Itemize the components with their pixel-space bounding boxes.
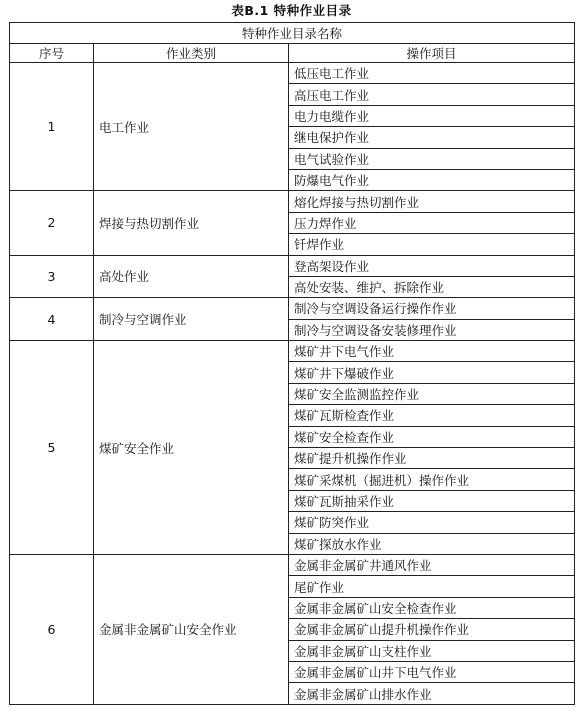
table-row (10, 255, 575, 276)
cell-operation: 钎焊作业 (289, 234, 575, 255)
cell-category: 制冷与空调作业 (94, 298, 289, 341)
cell-seq: 5 (10, 341, 94, 555)
cell-operation: 低压电工作业 (289, 63, 575, 84)
cell-seq: 4 (10, 298, 94, 341)
cell-operation: 电气试验作业 (289, 148, 575, 169)
cell-operation: 煤矿瓦斯抽采作业 (289, 490, 575, 511)
table-row (10, 63, 575, 84)
cell-category: 金属非金属矿山安全作业 (94, 554, 289, 704)
cell-operation: 压力焊作业 (289, 212, 575, 233)
cell-operation: 煤矿瓦斯检查作业 (289, 405, 575, 426)
cell-operation: 煤矿井下电气作业 (289, 341, 575, 362)
header-category: 作业类别 (94, 44, 289, 63)
cell-operation: 金属非金属矿山排水作业 (289, 683, 575, 704)
cell-operation: 防爆电气作业 (289, 169, 575, 190)
table-row (10, 341, 575, 362)
cell-operation: 煤矿探放水作业 (289, 533, 575, 554)
cell-operation: 继电保护作业 (289, 127, 575, 148)
cell-operation: 制冷与空调设备安装修理作业 (289, 319, 575, 340)
cell-operation: 制冷与空调设备运行操作作业 (289, 298, 575, 319)
cell-operation: 登高架设作业 (289, 255, 575, 276)
cell-operation: 煤矿井下爆破作业 (289, 362, 575, 383)
cell-operation: 煤矿安全检查作业 (289, 426, 575, 447)
cell-operation: 煤矿采煤机（掘进机）操作作业 (289, 469, 575, 490)
cell-operation: 高处安装、维护、拆除作业 (289, 276, 575, 297)
cell-category: 煤矿安全作业 (94, 341, 289, 555)
cell-seq: 2 (10, 191, 94, 255)
cell-operation: 金属非金属矿山提升机操作作业 (289, 619, 575, 640)
cell-operation: 煤矿安全监测监控作业 (289, 383, 575, 404)
cell-category: 电工作业 (94, 63, 289, 191)
header-operation: 操作项目 (289, 44, 575, 63)
special-operations-table (9, 22, 575, 705)
cell-seq: 3 (10, 255, 94, 298)
cell-operation: 金属非金属矿山井下电气作业 (289, 661, 575, 682)
cell-operation: 尾矿作业 (289, 576, 575, 597)
cell-operation: 电力电缆作业 (289, 105, 575, 126)
cell-operation: 煤矿防突作业 (289, 512, 575, 533)
cell-operation: 金属非金属矿山支柱作业 (289, 640, 575, 661)
header-seq: 序号 (10, 44, 94, 63)
table-caption: 表B.1 特种作业目录 (231, 3, 352, 18)
table-row (10, 554, 575, 575)
table-body (10, 63, 575, 705)
table-row (10, 298, 575, 319)
cell-category: 焊接与热切割作业 (94, 191, 289, 255)
cell-operation: 金属非金属矿井通风作业 (289, 554, 575, 575)
table-title: 特种作业目录名称 (10, 23, 575, 44)
cell-operation: 高压电工作业 (289, 84, 575, 105)
cell-seq: 6 (10, 554, 94, 704)
cell-operation: 金属非金属矿山安全检查作业 (289, 597, 575, 618)
cell-seq: 1 (10, 63, 94, 191)
cell-operation: 熔化焊接与热切割作业 (289, 191, 575, 212)
table-row (10, 191, 575, 212)
cell-operation: 煤矿提升机操作作业 (289, 448, 575, 469)
table-header-row (10, 44, 575, 63)
table-title-row (10, 23, 575, 44)
cell-category: 高处作业 (94, 255, 289, 298)
